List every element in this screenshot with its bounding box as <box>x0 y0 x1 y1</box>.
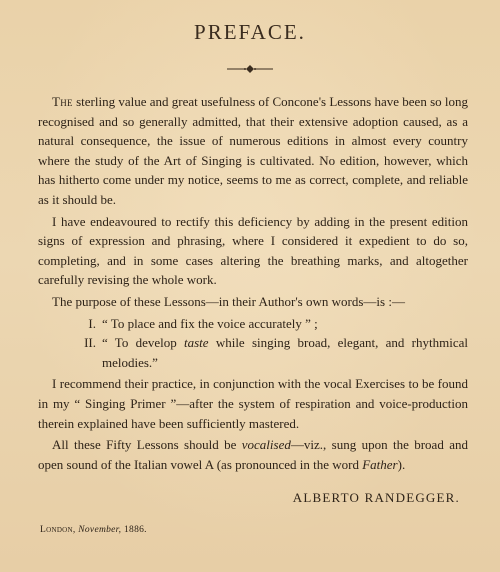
paragraph-5-mid: —viz., sung upon the broad and open sound of the Italian vowel A (as pronounced in the word <box>38 437 468 472</box>
list-item <box>38 333 468 372</box>
list-item-text <box>102 333 468 372</box>
dateline-year: 1886. <box>121 525 147 535</box>
paragraph-2: I have endeavoured to rectify this deficiency by adding in the present edition signs of expression and phrasing, where I considered it expedient to do so, completing, and in some cases altering the breathing marks, and altogether carefully revising the whole work. <box>38 213 468 288</box>
emphasis-father: Father <box>362 456 398 472</box>
list-item-emphasis: taste <box>184 335 209 351</box>
ornament-divider-icon <box>225 64 275 74</box>
page-title: PREFACE. <box>194 20 306 44</box>
paragraph-4: I recommend their practice, in conjunction with the vocal Exercises to be found in my “ Singing Primer ”—after the system of respiration and voice-production therein explained have been sufficiently mastered. <box>38 376 468 431</box>
emphasis-vocalised: vocalised <box>241 437 291 453</box>
dateline-month: November, <box>75 525 122 535</box>
lead-word: The <box>52 94 73 109</box>
author-signature: ALBERTO RANDEGGER. <box>292 490 460 505</box>
paragraph-5-post: ). <box>397 456 406 472</box>
list-item-text-post: while singing broad, elegant, and rhythmical melodies.” <box>102 335 468 370</box>
list-item-text: “ To place and fix the voice accurately ” ; <box>102 315 318 331</box>
list-item-number: I. <box>88 315 96 331</box>
preface-body <box>38 92 468 474</box>
list-item <box>38 314 468 334</box>
paragraph-3: The purpose of these Lessons—in their Author's own words—is :— <box>52 293 405 309</box>
paragraph-1-text: sterling value and great usefulness of Concone's Lessons have been so long recognised and so generally admitted, that their extensive adoption caused, as a natural consequence, the issue of numerous editions in almost every country where the study of the Art of Singing is cultivated. No edition, however, which has hitherto come under my notice, seems to me as correct, complete, and reliable as it should be. <box>38 94 468 207</box>
purpose-list <box>38 314 468 373</box>
paragraph-5 <box>38 435 468 474</box>
paragraph-1 <box>38 92 468 210</box>
paragraph-5-pre: All these Fifty Lessons should be <box>52 437 242 453</box>
list-item-text-pre: “ To develop <box>102 335 184 351</box>
dateline-place: London, <box>40 525 76 535</box>
list-item-number: II. <box>84 335 96 351</box>
dateline <box>40 525 147 535</box>
